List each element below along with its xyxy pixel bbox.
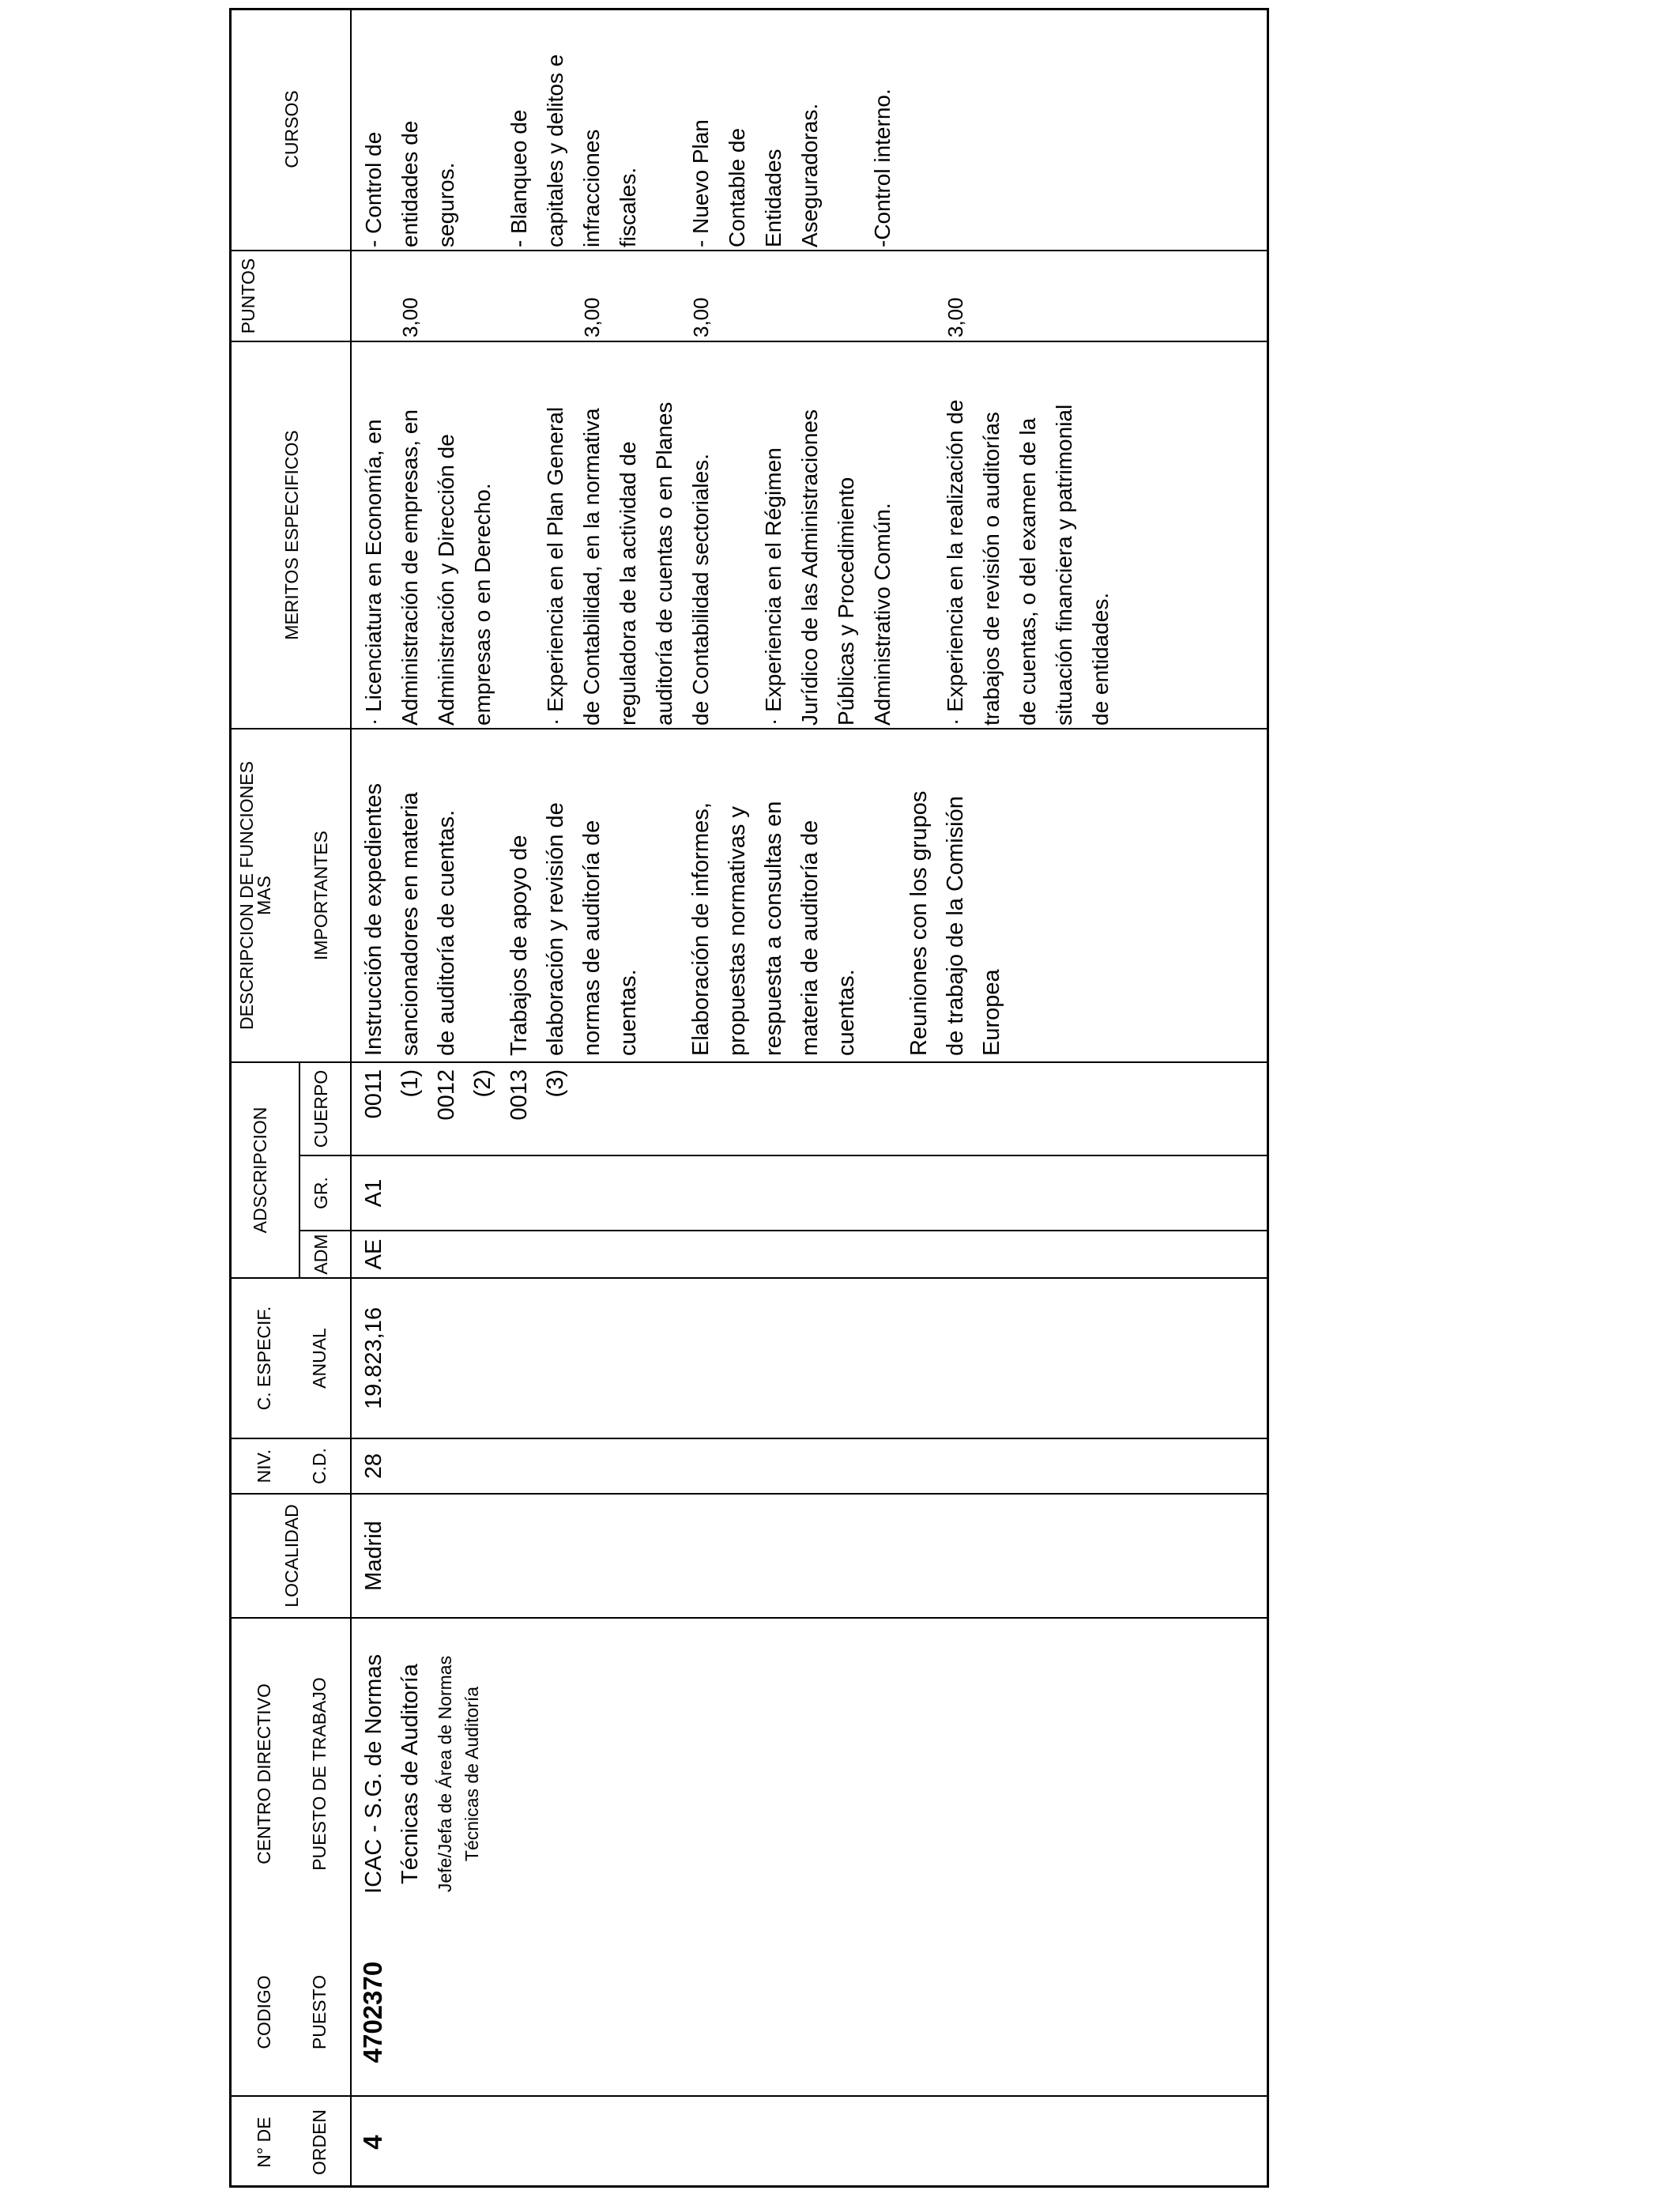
cuerpo-line: (2) [470,1069,495,1098]
meritos-line: · Experiencia en el Régimen [761,447,785,726]
meritos-line: trabajos de revisión o auditorías [979,412,1004,726]
cursos-line: fiscales. [616,167,640,247]
funciones-line: Instrucción de expedientes [361,783,386,1056]
cell-puesto-line2: Técnicas de Auditoría [461,1686,482,1862]
cell-centro-line2: Técnicas de Auditoría [397,1664,423,1884]
cell-orden: 4 [358,2135,387,2150]
cursos-line: infracciones [579,129,604,247]
puntos-value: 3,00 [689,297,713,337]
cuerpo-line: (3) [543,1069,568,1098]
header-centro-top: CENTRO DIRECTIVO [254,1683,274,1864]
meritos-line: reguladora de la actividad de [616,441,640,726]
cell-especifico: 19.823,16 [361,1307,386,1410]
funciones-line: Europea [979,969,1004,1056]
funciones-line: de auditoría de cuentas. [434,809,459,1056]
header-cursos: CURSOS [281,90,302,168]
cursos-line: entidades de [397,120,422,247]
adscripcion-sub-separator [299,1061,300,1279]
cursos-line: Entidades [761,149,785,247]
cell-puesto-line1: Jefe/Jefa de Área de Normas [435,1655,455,1893]
meritos-line: de entidades. [1088,592,1113,726]
funciones-line: elaboración y revisión de [543,802,568,1056]
funciones-line [646,732,683,1056]
header-adscripcion: ADSCRIPCION [250,1106,270,1234]
cursos-line [646,10,683,247]
meritos-line: situación financiera y patrimonial [1052,404,1076,726]
funciones-line [864,732,901,1056]
header-orden-bottom: ORDEN [309,2109,330,2176]
cuerpo-line: (1) [397,1069,423,1098]
meritos-line: · Licenciatura en Economía, en [361,419,386,726]
meritos-line: de cuentas, o del examen de la [1015,417,1040,726]
header-adm: ADM [311,1234,331,1275]
meritos-line: de Contabilidad, en la normativa [579,408,604,726]
header-especif-top: C. ESPECIF. [254,1306,274,1411]
header-orden-top: N° DE [254,2117,274,2168]
header-cuerpo: CUERPO [311,1069,331,1148]
cell-funciones [356,732,1010,1056]
header-meritos: MERITOS ESPECIFICOS [281,430,302,640]
cursos-line: - Control de [361,131,386,247]
meritos-line: · Experiencia en la realización de [943,399,967,726]
puntos-value: 3,00 [580,297,604,337]
cell-nivel: 28 [361,1453,386,1480]
header-funciones-line2: MAS [254,876,274,915]
meritos-line [501,342,537,726]
meritos-line: Administración y Dirección de [434,434,458,726]
meritos-line: auditoría de cuentas o en Planes [652,401,676,726]
header-especif-bottom: ANUAL [309,1328,330,1389]
cursos-line [828,10,864,247]
cell-cursos [356,10,901,247]
cursos-line: seguros. [434,162,458,247]
meritos-line: Administración de empresas, en [397,409,422,726]
cursos-line: -Control interno. [870,89,895,247]
funciones-line: respuesta a consultas en [761,801,786,1056]
header-centro-bottom: PUESTO DE TRABAJO [309,1677,330,1871]
cuerpo-line: 0011 [361,1069,386,1119]
funciones-line: Elaboración de informes, [688,802,714,1056]
funciones-line: Trabajos de apoyo de [507,835,532,1056]
meritos-line: · Experiencia en el Plan General [543,406,567,726]
header-separator [350,9,352,2188]
header-niv-top: NIV. [254,1449,274,1483]
cursos-line: Aseguradoras. [797,103,822,247]
funciones-line: de trabajo de la Comisión [943,796,968,1056]
frame-top [229,9,232,2188]
cursos-line: - Blanqueo de [507,109,531,247]
funciones-line: Reuniones con los grupos [906,790,932,1056]
cursos-line: capitales y delitos e [543,54,567,247]
cuerpo-line: 0013 [507,1069,532,1121]
cursos-line: - Nuevo Plan [688,119,713,247]
funciones-line [465,732,501,1056]
meritos-line: Jurídico de las Administraciones [797,409,822,726]
cursos-line [465,10,501,247]
meritos-line: Administrativo Común. [870,503,895,726]
cell-localidad: Madrid [361,1521,386,1591]
header-codigo-top: CODIGO [254,1975,274,2049]
header-funciones-line1: DESCRIPCION DE FUNCIONES [236,761,257,1030]
header-codigo-bottom: PUESTO [309,1974,330,2050]
funciones-line: normas de auditoría de [579,820,605,1056]
col-sep-adm [299,1230,1269,1231]
meritos-line [719,342,755,726]
funciones-line: sancionadores en materia [397,792,423,1056]
col-sep-funciones [229,728,1269,729]
cell-grupo: A1 [361,1178,386,1208]
cell-cuerpo [356,1069,574,1155]
meritos-line: de Contabilidad sectoriales. [688,454,713,726]
header-funciones-line3: IMPORTANTES [311,831,331,960]
cuerpo-line: 0012 [434,1069,459,1121]
header-puntos: PUNTOS [238,258,258,334]
col-sep-adscripcion [229,1061,1269,1063]
funciones-line: materia de auditoría de [797,820,823,1056]
col-sep-gr [299,1155,1269,1156]
cell-codigo: 4702370 [358,1961,387,2064]
cursos-line: Contable de [725,127,749,247]
header-localidad: LOCALIDAD [281,1504,302,1608]
funciones-line: propuestas normativas y [725,806,750,1056]
header-gr: GR. [311,1177,331,1209]
cell-puntos [356,251,1264,341]
funciones-line: cuentas. [834,969,859,1056]
header-niv-bottom: C.D. [309,1448,330,1484]
puntos-value: 3,00 [944,297,967,337]
frame-bottom [1267,9,1269,2188]
meritos-line: empresas o en Derecho. [470,483,495,726]
cell-centro-line1: ICAC - S.G. de Normas [361,1654,386,1894]
meritos-line [901,342,937,726]
funciones-line: cuentas. [616,969,641,1056]
cell-meritos [356,342,1119,726]
puntos-value: 3,00 [398,297,422,337]
cell-adm: AE [361,1238,386,1270]
meritos-line: Públicas y Procedimiento [834,477,858,726]
